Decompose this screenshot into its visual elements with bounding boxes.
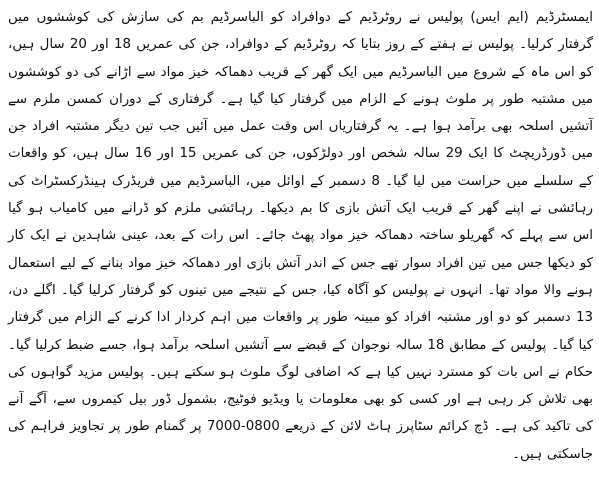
article-body: ایمسٹرڈیم (ایم ایس) پولیس نے روٹرڈیم کے دوافراد کو الباسرڈیم بم کی سازش کی کوششوں میں گرفتار کرلیا۔ پولیس نے ہفتے کے روز بتایا کہ روٹرڈیم کے دوافراد، جن کی عمریں 18 اور 20 سال ہیں، کو اس ماہ کے شروع میں الباسرڈیم میں ایک گھر کے قریب دھماکہ خیز مواد سے اڑانے کی دو کوششوں میں مشتبہ طور پر ملوث ہونے کے الزام میں گرفتار کیا گیا ہے۔ گرفتاری کے دوران کمسن ملزم سے آتشیں اسلحہ بھی برآمد ہوا ہے۔ یہ گرفتاریاں اس وقت عمل میں آئیں جب تین دیگر مشتبہ افراد جن میں ڈورڈریچٹ کا ایک 29 سالہ شخص اور دولڑکوں، جن کی عمریں 15 اور 16 سال ہیں، کو واقعات کے سلسلے میں حراست میں لیا گیا۔ 8 دسمبر کے اوائل میں، الباسرڈیم میں فریڈرک ہینڈرکسٹراٹ کی رہائشی نے اپنے گھر کے قریب ایک آتش بازی کا بم دیکھا۔ رہائشی ملزم کو ڈرانے میں کامیاب ہو گیا اس سے پہلے کہ گھریلو ساختہ دھماکہ خیز مواد پھٹ جائے۔ اس رات کے بعد، عینی شاہدین نے ایک کار کو دیکھا جس میں تین افراد سوار تھے جس کے اندر آتش بازی اور دھماکہ خیز مواد بنانے کے لیے استعمال ہونے والا مواد تھا۔ انہوں نے پولیس کو آگاہ کیا، جس کے نتیجے میں تینوں کو گرفتار کرلیا گیا۔ اگلے دن، 13 دسمبر کو دو اور مشتبہ افراد کو مبینہ طور پر واقعات میں اہم کردار ادا کرنے کے الزام میں گرفتار کیا گیا۔ پولیس کے مطابق 18 سالہ نوجوان کے قبضے سے آتشیں اسلحہ برآمد ہوا، جسے ضبط کرلیا گیا۔ حکام نے اس بات کو مسترد نہیں کیا ہے کہ اضافی لوگ ملوث ہو سکتے ہیں۔ پولیس مزید گواہوں کی بھی تلاش کر رہی ہے اور کسی کو بھی معلومات یا ویڈیو فوٹیج، بشمول ڈور بیل کیمروں سے، آگے آنے کی تاکید کی ہے۔ ڈچ کرائم سٹاپرز ہاٹ لائن کے ذریعے 0800-7000 پر گمنام طور پر تجاویز فراہم کی جاسکتی ہیں۔: [8, 10, 594, 462]
